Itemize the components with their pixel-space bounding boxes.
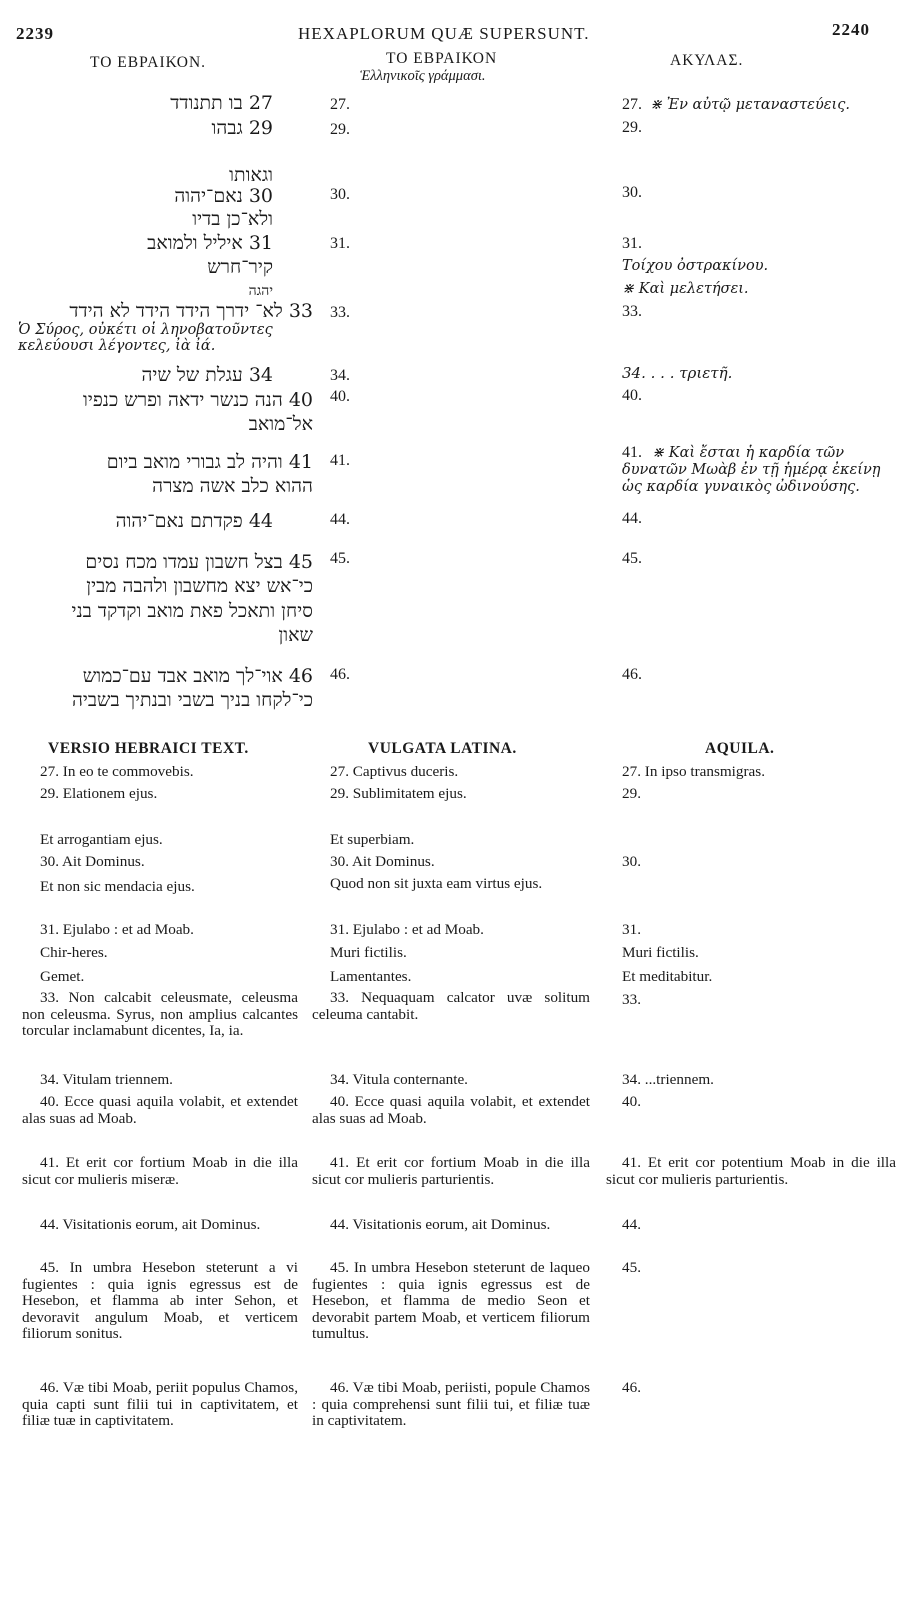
aquila-latin-31b: Muri fictilis. (622, 944, 699, 961)
col2-verse-46: 46. (330, 666, 350, 683)
aquila-greek-30: 30. (622, 184, 642, 201)
aquila-latin-34: 34. ...triennem. (622, 1071, 714, 1088)
hebrew-verse-45d: שאון (278, 624, 313, 646)
col-heading-hebrew-greek-letters: ΤΟ ΕΒΡΑΙΚΟΝ (386, 50, 498, 67)
aquila-greek-31: 31. (622, 235, 642, 252)
versio-30: 30. Ait Dominus. (40, 853, 145, 870)
page-number-left: 2239 (16, 24, 54, 43)
aquila-latin-44: 44. (622, 1216, 641, 1233)
col2-verse-33: 33. (330, 304, 350, 321)
aquila-greek-29: 29. (622, 119, 642, 136)
col2-verse-27: 27. (330, 96, 350, 113)
aquila-greek-41-line1: ⋇ Καὶ ἔσται ἡ καρδία τῶν (652, 445, 845, 461)
greek-syrus-note-33: Ὁ Σύρος, οὐκέτι οἱ ληνοβατοῦντες κελεύουσι λέγοντες, ἰὰ ἰά. (18, 322, 273, 354)
vulgata-27: 27. Captivus duceris. (330, 763, 459, 780)
aquila-greek-40: 40. (622, 387, 642, 404)
aquila-latin-27: 27. In ipso transmigras. (622, 763, 765, 780)
hebrew-verse-45c: סיחן ותאכל פאת מואב וקדקד בני (71, 600, 313, 622)
aquila-greek-27-num: 27. (622, 96, 642, 113)
versio-34: 34. Vitulam triennem. (40, 1071, 173, 1088)
vulgata-46: 46. Væ tibi Moab, periisti, popule Chamos : quia comprehensi sunt filii tui, et filiæ tuæ in captivitatem. (312, 1379, 590, 1429)
aquila-latin-41: 41. Et erit cor potentium Moab in die illa sicut cor mulieris parturientis. (606, 1154, 896, 1188)
versio-27: 27. In eo te commovebis. (40, 763, 194, 780)
vulgata-41: 41. Et erit cor fortium Moab in die illa sicut cor mulieris parturientis. (312, 1154, 590, 1188)
hebrew-verse-40a: 40 הנה כנשר ידאה ופרש כנפיו (83, 389, 313, 411)
vulgata-44: 44. Visitationis eorum, ait Dominus. (330, 1216, 551, 1233)
aquila-latin-29: 29. (622, 785, 641, 802)
versio-40: 40. Ecce quasi aquila volabit, et extendet alas suas ad Moab. (22, 1093, 298, 1127)
hebrew-verse-31: 31 איליל ולמואב (147, 232, 273, 254)
hebrew-verse-41a: 41 והיה לב גבורי מואב ביום (106, 451, 313, 473)
aquila-greek-41-line3: ὡς καρδία γυναικὸς ὠδινούσης. (622, 479, 860, 495)
aquila-latin-31: 31. (622, 921, 641, 938)
aquila-greek-44: 44. (622, 510, 642, 527)
hebrew-verse-31c: יהגה (248, 283, 273, 299)
vulgata-31c: Lamentantes. (330, 968, 412, 985)
hebrew-verse-40b: אל־מואב (248, 413, 313, 435)
hebrew-verse-33: 33 לא־ ידרך הידד הידד לא הידד (69, 300, 313, 322)
hebrew-verse-41b: ההוא כלב אשה מצרה (152, 475, 313, 497)
aquila-greek-41-num: 41. (622, 444, 642, 461)
versio-44: 44. Visitationis eorum, ait Dominus. (40, 1216, 261, 1233)
col2-verse-29: 29. (330, 121, 350, 138)
aquila-latin-40: 40. (622, 1093, 641, 1110)
versio-29: 29. Elationem ejus. (40, 785, 158, 802)
aquila-greek-46: 46. (622, 666, 642, 683)
aquila-greek-31b: Τοίχου ὀστρακίνου. (622, 258, 769, 274)
versio-30b: Et non sic mendacia ejus. (40, 878, 195, 895)
col2-verse-44: 44. (330, 511, 350, 528)
aquila-greek-41-line2: δυνατῶν Μωὰβ ἐν τῇ ἡμέρᾳ ἐκείνῃ (622, 462, 881, 478)
versio-31c: Gemet. (40, 968, 85, 985)
aquila-latin-33: 33. (622, 991, 641, 1008)
running-title: HEXAPLORUM QUÆ SUPERSUNT. (298, 24, 590, 43)
versio-46: 46. Væ tibi Moab, periit populus Chamos, quia capti sunt filii tui in captivitatem, et filiæ tuæ in captivitatem. (22, 1379, 298, 1429)
col2-verse-45: 45. (330, 550, 350, 567)
hebrew-verse-29b: וגאותו (229, 164, 273, 186)
col-subheading-greek-letters: Ἑλληνικοῖς γράμμασι. (360, 68, 486, 84)
col-heading-aquila-greek: ΑΚΥΛΑΣ. (670, 52, 744, 69)
versio-41: 41. Et erit cor fortium Moab in die illa sicut cor mulieris miseræ. (22, 1154, 298, 1188)
latin-heading-aquila: AQUILA. (705, 740, 775, 757)
aquila-greek-31c: ⋇ Καὶ μελετήσει. (622, 281, 749, 297)
versio-31: 31. Ejulabo : et ad Moab. (40, 921, 194, 938)
col-heading-hebrew: ΤΟ ΕΒΡΑΙΚΟΝ. (90, 54, 207, 71)
versio-29b: Et arrogantiam ejus. (40, 831, 163, 848)
hebrew-verse-30: 30 נאם־יהוה (174, 185, 273, 207)
col2-verse-31: 31. (330, 235, 350, 252)
vulgata-31b: Muri fictilis. (330, 944, 407, 961)
versio-45: 45. In umbra Hesebon steterunt a vi fugientes : quia ignis egressus est de Hesebon, et flamma ab inter Sehon, et devoravit angulum Moab, et verticem filiorum sonitus. (22, 1259, 298, 1342)
latin-heading-vulgata: VULGATA LATINA. (368, 740, 517, 757)
latin-heading-versio: VERSIO HEBRAICI TEXT. (48, 740, 249, 757)
vulgata-29b: Et superbiam. (330, 831, 415, 848)
hebrew-verse-34: 34 עגלת של שיה (141, 364, 273, 386)
aquila-latin-45: 45. (622, 1259, 641, 1276)
hebrew-verse-31b: קיר־חרש (207, 256, 273, 278)
hebrew-verse-46b: כי־לקחו בניך בשבי ובנתיך בשביה (71, 689, 313, 711)
hebrew-verse-30b: ולא־כן בדיו (192, 208, 273, 230)
aquila-greek-34: 34. . . . τριετῆ. (622, 364, 733, 382)
col2-verse-30: 30. (330, 186, 350, 203)
col2-verse-41: 41. (330, 452, 350, 469)
vulgata-40: 40. Ecce quasi aquila volabit, et extendet alas suas ad Moab. (312, 1093, 590, 1127)
hebrew-verse-46a: 46 אוי־לך מואב אבד עם־כמוש (82, 665, 313, 687)
aquila-latin-31c: Et meditabitur. (622, 968, 713, 985)
aquila-greek-33: 33. (622, 303, 642, 320)
hebrew-verse-27: 27 בו תתנודד (170, 92, 273, 114)
hebrew-verse-45a: 45 בצל חשבון עמדו מכח נסים (85, 551, 313, 573)
col2-verse-40: 40. (330, 388, 350, 405)
versio-31b: Chir-heres. (40, 944, 108, 961)
vulgata-33: 33. Nequaquam calcator uvæ solitum celeuma cantabit. (312, 989, 590, 1023)
vulgata-31: 31. Ejulabo : et ad Moab. (330, 921, 484, 938)
aquila-latin-46: 46. (622, 1379, 641, 1396)
aquila-greek-45: 45. (622, 550, 642, 567)
vulgata-34: 34. Vitula conternante. (330, 1071, 468, 1088)
hebrew-verse-44: 44 פקדתם נאם־יהוה (115, 510, 273, 532)
vulgata-29: 29. Sublimitatem ejus. (330, 785, 467, 802)
versio-33: 33. Non calcabit celeusmate, celeusma non celeusma. Syrus, non amplius calcantes torcular inclamabunt dicentes, Ia, ia. (22, 989, 298, 1039)
page-number-right: 2240 (832, 20, 870, 39)
vulgata-30: 30. Ait Dominus. (330, 853, 435, 870)
vulgata-45: 45. In umbra Hesebon steterunt de laqueo fugientes : quia ignis egressus est de Hesebon, et flamma de medio Seon et devorabit partem Moab, et verticem filiorum tumultus. (312, 1259, 590, 1342)
vulgata-30b: Quod non sit juxta eam virtus ejus. (330, 875, 543, 892)
aquila-greek-27: ⋇ Ἐν αὐτῷ μεταναστεύεις. (650, 97, 850, 113)
hebrew-verse-29: 29 גבהו (211, 117, 273, 139)
aquila-latin-30: 30. (622, 853, 641, 870)
col2-verse-34: 34. (330, 367, 350, 384)
hebrew-verse-45b: כי־אש יצא מחשבון ולהבה מבין (86, 575, 313, 597)
